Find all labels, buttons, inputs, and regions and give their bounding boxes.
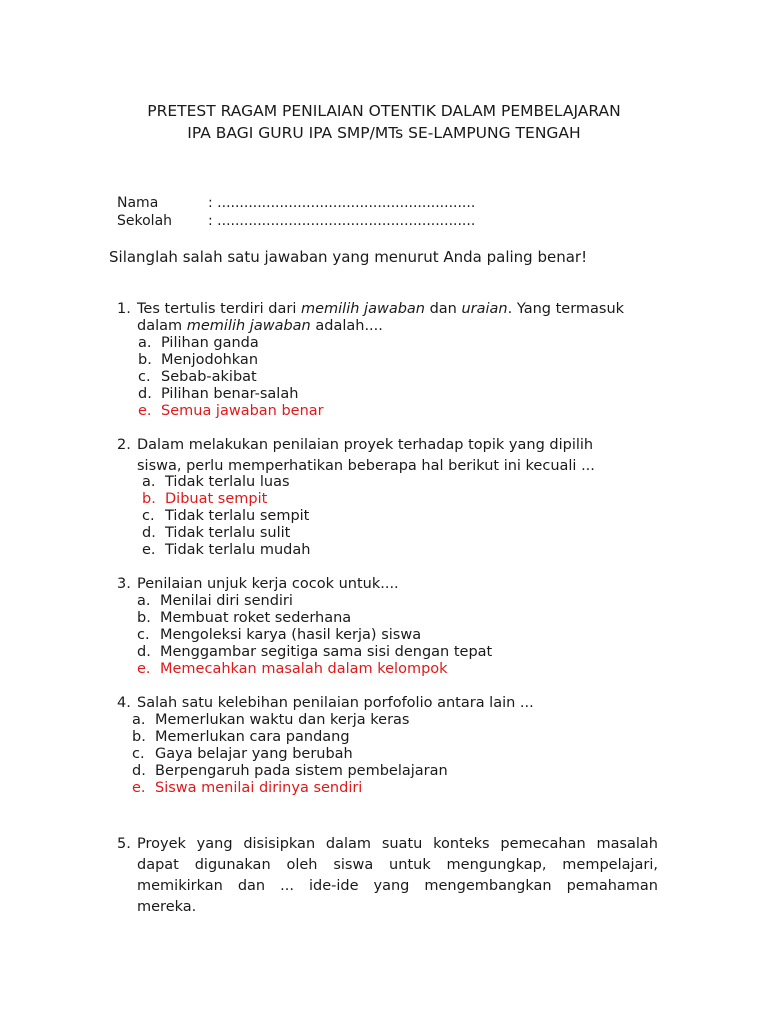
- question-number: 3.: [117, 576, 131, 592]
- question-stem-line-1: Proyek yang disisipkan dalam suatu konteks pemecahan masalah: [137, 836, 658, 852]
- option-a[interactable]: a. Tidak terlalu luas: [142, 474, 290, 490]
- question-stem-line-2: dalam memilih jawaban adalah....: [137, 318, 383, 334]
- school-field[interactable]: : ..........................................................: [208, 213, 476, 229]
- document-title: [0, 100, 768, 144]
- option-b[interactable]: b. Membuat roket sederhana: [137, 610, 352, 626]
- question-stem: Dalam melakukan penilaian proyek terhadap topik yang dipilih: [137, 437, 594, 453]
- option-b[interactable]: b. Memerlukan cara pandang: [132, 729, 350, 745]
- option-a[interactable]: a. Pilihan ganda: [138, 335, 259, 351]
- option-c[interactable]: c. Sebab-akibat: [138, 369, 257, 385]
- question-stem-line-2: siswa, perlu memperhatikan beberapa hal berikut ini kecuali ...: [137, 458, 595, 474]
- question-number: 4.: [117, 695, 131, 711]
- option-c[interactable]: c. Gaya belajar yang berubah: [132, 746, 353, 762]
- option-e[interactable]: e. Tidak terlalu mudah: [142, 542, 311, 558]
- question-number: 5.: [117, 836, 131, 852]
- option-a[interactable]: a. Memerlukan waktu dan kerja keras: [132, 712, 410, 728]
- option-c[interactable]: c. Mengoleksi karya (hasil kerja) siswa: [137, 627, 422, 643]
- option-e-answer[interactable]: e. Semua jawaban benar: [138, 403, 324, 419]
- option-a[interactable]: a. Menilai diri sendiri: [137, 593, 293, 609]
- school-row: [117, 212, 475, 230]
- name-field[interactable]: : ..........................................................: [208, 195, 476, 211]
- question-stem-line-2: dapat digunakan oleh siswa untuk mengungkap, mempelajari,: [137, 857, 658, 873]
- option-b[interactable]: b. Menjodohkan: [138, 352, 259, 368]
- option-c[interactable]: c. Tidak terlalu sempit: [142, 508, 310, 524]
- name-row: [117, 194, 475, 212]
- option-d[interactable]: d. Menggambar segitiga sama sisi dengan tepat: [137, 644, 493, 660]
- question-stem: Tes tertulis terdiri dari memilih jawaban dan uraian. Yang termasuk: [137, 301, 625, 317]
- option-d[interactable]: d. Berpengaruh pada sistem pembelajaran: [132, 763, 448, 779]
- school-label: Sekolah: [117, 213, 173, 229]
- name-label: Nama: [117, 195, 159, 211]
- option-d[interactable]: d. Tidak terlalu sulit: [142, 525, 291, 541]
- question-stem: Penilaian unjuk kerja cocok untuk....: [137, 576, 399, 592]
- title-line-2: IPA BAGI GURU IPA SMP/MTs SE-LAMPUNG TENGAH: [187, 124, 581, 142]
- question-stem-line-4: mereka.: [137, 899, 197, 915]
- option-e-answer[interactable]: e. Siswa menilai dirinya sendiri: [132, 780, 363, 796]
- option-d[interactable]: d. Pilihan benar-salah: [138, 386, 299, 402]
- question-stem-line-3: memikirkan dan ... ide-ide yang mengembangkan pemahaman: [137, 878, 658, 894]
- option-b-answer[interactable]: b. Dibuat sempit: [142, 491, 268, 507]
- instruction: Silanglah salah satu jawaban yang menurut Anda paling benar!: [109, 248, 588, 266]
- question-number: 1.: [117, 301, 131, 317]
- title-line-1: PRETEST RAGAM PENILAIAN OTENTIK DALAM PEMBELAJARAN: [147, 102, 621, 120]
- question-stem: Salah satu kelebihan penilaian porfofolio antara lain ...: [137, 695, 534, 711]
- option-e-answer[interactable]: e. Memecahkan masalah dalam kelompok: [137, 661, 448, 677]
- question-number: 2.: [117, 437, 131, 453]
